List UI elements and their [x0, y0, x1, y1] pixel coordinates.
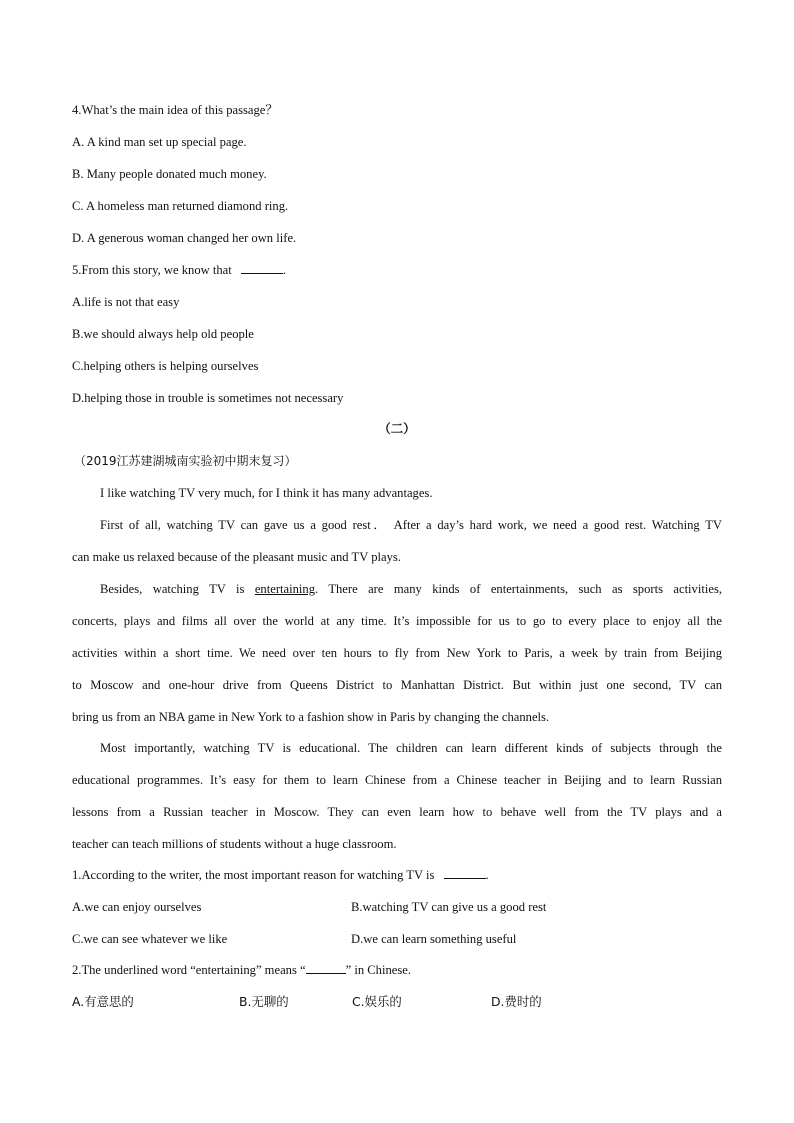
passage-paragraph-4-line-2: educational programmes. It’s easy for them to learn Chinese from a Chinese teacher in Beijing and to learn Russian — [72, 773, 722, 787]
pq1-end: . — [485, 868, 489, 882]
q4-option-b: B. Many people donated much money. — [72, 167, 267, 181]
answer-blank — [306, 962, 346, 974]
pq1-option-b: B.watching TV can give us a good rest — [351, 900, 547, 914]
passage-paragraph-3-line-4: to Moscow and one-hour drive from Queens District to Manhattan District. But within just one second, TV can — [72, 678, 722, 692]
pq1-option-c: C.we can see whatever we like — [72, 932, 228, 946]
section-title: （二） — [378, 421, 416, 436]
passage-paragraph-2-line-2: can make us relaxed because of the pleasant music and TV plays. — [72, 550, 401, 564]
pq1-option-d: D.we can learn something useful — [351, 932, 517, 946]
question-4: 4.What’s the main idea of this passage？ — [72, 103, 278, 117]
passage-paragraph-1: I like watching TV very much, for I think it has many advantages. — [100, 486, 433, 500]
pq2-option-b: B.无聊的 — [239, 994, 289, 1009]
pq2-option-a: A.有意思的 — [72, 994, 134, 1009]
passage-paragraph-4-line-4: teacher can teach millions of students without a huge classroom. — [72, 837, 397, 851]
underlined-word: entertaining — [254, 582, 315, 596]
passage-paragraph-4-line-3: lessons from a Russian teacher in Moscow. They can even learn how to behave well from the TV plays and a — [72, 805, 722, 819]
pq2-text: 2.The underlined word “entertaining” means “ — [72, 963, 306, 977]
q4-option-d: D. A generous woman changed her own life. — [72, 231, 297, 245]
q5-text: 5.From this story, we know that — [72, 263, 232, 277]
q4-option-c: C. A homeless man returned diamond ring. — [72, 199, 289, 213]
passage-paragraph-3-line-5: bring us from an NBA game in New York to a fashion show in Paris by changing the channels. — [72, 710, 550, 724]
passage-paragraph-3-line-1 — [100, 581, 722, 597]
q4-option-a: A. A kind man set up special page. — [72, 135, 247, 149]
p3-text-after: . There are many kinds of entertainments, such as sports activities, — [315, 582, 722, 596]
pq1-option-a: A.we can enjoy ourselves — [72, 900, 202, 914]
q5-option-b: B.we should always help old people — [72, 327, 254, 341]
answer-blank — [444, 867, 486, 879]
answer-blank — [241, 262, 283, 274]
q5-option-c: C.helping others is helping ourselves — [72, 359, 259, 373]
passage-paragraph-4-line-1: Most importantly, watching TV is educational. The children can learn different kinds of subjects through the — [100, 741, 722, 755]
q5-option-a: A.life is not that easy — [72, 295, 180, 309]
pq1-text: 1.According to the writer, the most important reason for watching TV is — [72, 868, 435, 882]
section-source: （2019江苏建湖城南实验初中期末复习） — [74, 454, 297, 468]
p3-text: Besides, watching TV is — [100, 582, 245, 596]
pq2-option-d: D.费时的 — [491, 994, 542, 1009]
passage-question-1 — [72, 867, 489, 883]
q5-option-d: D.helping those in trouble is sometimes not necessary — [72, 391, 344, 405]
pq2-end: ” in Chinese. — [345, 963, 411, 977]
passage-paragraph-3-line-3: activities within a short time. We need over ten hours to fly from New York to Paris, a week by train from Beijing — [72, 646, 722, 660]
pq2-option-c: C.娱乐的 — [352, 994, 402, 1009]
question-5 — [72, 262, 286, 278]
passage-paragraph-2-line-1: First of all, watching TV can gave us a good rest． After a day’s hard work, we need a good rest. Watching TV — [100, 518, 722, 532]
passage-paragraph-3-line-2: concerts, plays and films all over the world at any time. It’s impossible for us to go to every place to enjoy all the — [72, 614, 722, 628]
q5-end: . — [282, 263, 287, 277]
passage-question-2 — [72, 962, 411, 978]
